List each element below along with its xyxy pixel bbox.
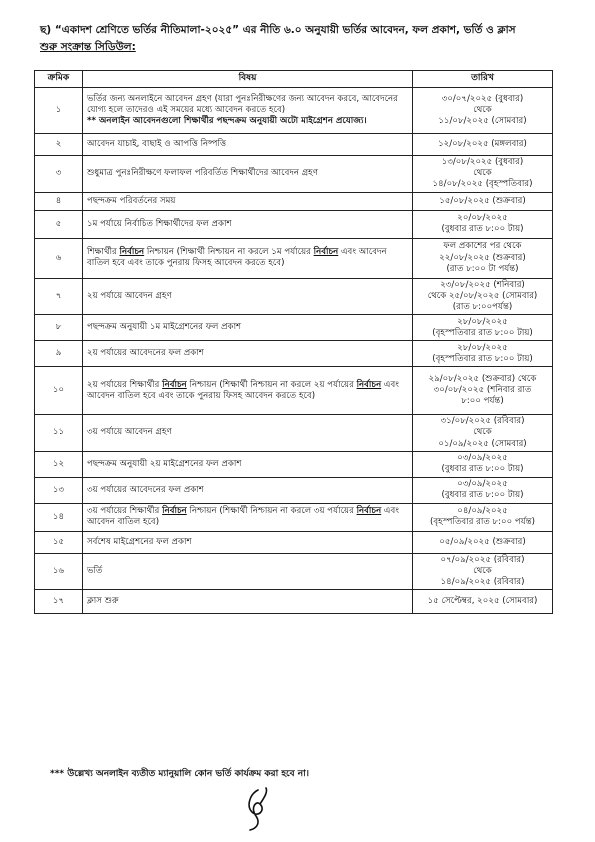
row-subject — [83, 156, 413, 193]
table-row — [35, 341, 553, 367]
date-line: (রাত ৮:০০পর্যন্ত) — [452, 302, 513, 313]
row-serial: ১১ — [35, 415, 83, 452]
row-subject — [83, 503, 413, 531]
row-serial: ৯ — [35, 341, 83, 367]
date-line: (বুধবার রাত ৮:০০ টায়) — [441, 464, 524, 475]
row-subject — [83, 134, 413, 156]
date-line: ০৩/০৯/২০২৫ — [457, 479, 508, 490]
date-line: (রাত ৮:০০ টা পর্যন্ত) — [446, 263, 519, 274]
subject-text: আবেদন যাচাই, বাছাই ও আপত্তি নিষ্পত্তি — [87, 138, 227, 149]
date-line: থেকে — [473, 566, 492, 577]
subject-text: নিশ্চায়ন (শিক্ষার্থী নিশ্চায়ন না করলে ১ম পর্যায়ের — [144, 246, 314, 257]
row-date — [413, 238, 553, 278]
date-line: (বৃহস্পতিবার রাত ৮:০০ টায়) — [432, 327, 533, 338]
date-line: (বৃহস্পতিবার রাত ৮:০০ পর্যন্ত) — [430, 517, 535, 528]
subject-text: ২য় পর্যায়ে আবেদন গ্রহণ — [87, 290, 172, 301]
table-header-row — [35, 71, 553, 88]
date-line: ০৫/০৯/২০২৫ (শুক্রবার) — [439, 536, 526, 547]
row-serial: ১৩ — [35, 477, 83, 503]
row-serial: ১৪ — [35, 503, 83, 531]
table-row — [35, 156, 553, 193]
row-serial: ১৭ — [35, 590, 83, 614]
subject-text: শিক্ষার্থীর — [87, 246, 120, 257]
subject-text: পছন্দক্রম অনুযায়ী ২য় মাইগ্রেশনের ফল প্রকাশ — [87, 458, 242, 469]
header-serial: ক্রমিক — [35, 71, 83, 88]
row-serial: ৫ — [35, 210, 83, 238]
row-serial: ১০ — [35, 367, 83, 415]
date-line: ১৫ সেপ্টেম্বর, ২০২৫ (সোমবার) — [427, 596, 538, 607]
table-row — [35, 134, 553, 156]
row-subject — [83, 278, 413, 315]
row-serial: ১৬ — [35, 553, 83, 590]
underlined-term: নির্বাচন — [313, 246, 339, 257]
row-subject — [83, 88, 413, 134]
date-line: ২৯/০৮/২০২৫ (শুক্রবার) থেকে — [428, 373, 537, 384]
underlined-term: নির্বাচন — [356, 506, 382, 517]
table-row — [35, 238, 553, 278]
row-date — [413, 278, 553, 315]
row-date — [413, 134, 553, 156]
date-line: ১২/০৮/২০২৫ (মঙ্গলবার) — [438, 138, 527, 149]
date-line: ০৩/০৯/২০২৫ — [457, 453, 508, 464]
table-row — [35, 590, 553, 614]
underlined-term: নির্বাচন — [162, 379, 187, 390]
subject-text: নিশ্চায়ন (শিক্ষার্থী নিশ্চায়ন না করলে ৩য় পর্যায়ের — [186, 506, 357, 517]
row-date — [413, 415, 553, 452]
table-row — [35, 210, 553, 238]
row-date — [413, 210, 553, 238]
row-subject — [83, 477, 413, 503]
row-subject — [83, 590, 413, 614]
table-body — [35, 88, 553, 614]
date-line: ১৪/০৯/২০২৫ (রবিবার) — [440, 577, 525, 588]
date-line: ১৩/০৮/২০২৫ (বুধবার) — [441, 157, 524, 167]
table-row — [35, 451, 553, 477]
date-line: ২৮/০৮/২০২৫ — [457, 342, 508, 353]
table-row — [35, 88, 553, 134]
table-row — [35, 531, 553, 553]
row-serial: ৩ — [35, 156, 83, 193]
subject-text: ১ম পর্যায়ে নির্বাচিত শিক্ষার্থীদের ফল প্রকাশ — [87, 218, 232, 229]
row-serial: ১৫ — [35, 531, 83, 553]
subject-text: ভর্তি — [87, 566, 103, 577]
row-serial: ৬ — [35, 238, 83, 278]
subject-note: ** অনলাইন আবেদনগুলো শিক্ষার্থীর পছন্দক্রম অনুযায়ী অটো মাইগ্রেশন প্রযোজ্য। — [87, 116, 367, 127]
subject-text: এবং আবেদন বাতিল হবে এবং তাকে পুনরায় ফিসহ আবেদন করতে হবে) — [87, 379, 399, 401]
row-date — [413, 315, 553, 341]
subject-text: নিশ্চায়ন (শিক্ষার্থী নিশ্চায়ন না করলে ২য় পর্যায়ের — [186, 379, 357, 390]
row-subject — [83, 553, 413, 590]
date-line: ৩০/০৮/২০২৫ (শনিবার রাত — [433, 385, 532, 396]
table-row — [35, 367, 553, 415]
date-line: থেকে — [473, 104, 492, 115]
row-date — [413, 341, 553, 367]
row-date — [413, 192, 553, 210]
subject-text: ৩য় পর্যায়ে আবেদন গ্রহণ — [87, 427, 172, 438]
date-line: ৮:০০ পর্যন্ত) — [461, 396, 504, 407]
heading-line-2: শুরু সংক্রান্ত সিডিউল: — [40, 41, 136, 53]
row-date — [413, 451, 553, 477]
table-row — [35, 415, 553, 452]
date-line: থেকে ২৫/০৮/২০২৫ (সোমবার) — [427, 290, 538, 301]
date-line: ২৮/০৮/২০২৫ — [457, 316, 508, 327]
subject-text: ৩য় পর্যায়ের শিক্ষার্থীর — [87, 506, 163, 517]
date-line: ০১/০৯/২০২৫ (সোমবার) — [438, 438, 527, 449]
row-serial: ৪ — [35, 192, 83, 210]
row-serial: ৮ — [35, 315, 83, 341]
date-line: থেকে — [473, 168, 492, 179]
date-line: ১১/০৮/২০২৫ (সোমবার) — [438, 116, 527, 127]
row-date — [413, 156, 553, 193]
row-date — [413, 503, 553, 531]
date-line: ০৭/০৯/২০২৫ (রবিবার) — [440, 554, 525, 565]
header-date: তারিখ — [413, 71, 553, 88]
subject-text: ২য় পর্যায়ের শিক্ষার্থীর — [87, 379, 163, 390]
subject-text: পছন্দক্রম পরিবর্তনের সময় — [87, 195, 176, 206]
table-row — [35, 192, 553, 210]
row-serial: ২ — [35, 134, 83, 156]
subject-text: পছন্দক্রম অনুযায়ী ১ম মাইগ্রেশনের ফল প্রকাশ — [87, 322, 242, 333]
date-line: থেকে — [473, 427, 492, 438]
date-line: (বুধবার রাত ৮:০০ টায়) — [441, 224, 524, 235]
subject-text: এবং আবেদন বাতিল হবে এবং তাকে পুনরায় ফিসহ আবেদন করতে হবে) — [87, 246, 387, 269]
underlined-term: নির্বাচন — [356, 379, 382, 390]
subject-text: শুধুমাত্র পুনঃনিরীক্ষণে ফলাফল পরিবর্তিত শিক্ষার্থীদের আবেদন গ্রহণ — [87, 168, 318, 179]
date-line: ৩১/০৮/২০২৫ (রবিবার) — [440, 416, 525, 427]
row-serial: ৭ — [35, 278, 83, 315]
subject-text: এবং আবেদন বাতিল হবে) — [87, 506, 399, 528]
row-subject — [83, 367, 413, 415]
row-date — [413, 477, 553, 503]
date-line: ২০/০৮/২০২৫ — [457, 212, 508, 223]
date-line: (বৃহস্পতিবার রাত ৮:০০ টায়) — [432, 353, 533, 364]
table-row — [35, 477, 553, 503]
date-line: ৩০/০৭/২০২৫ (বুধবার) — [441, 93, 524, 104]
row-subject — [83, 341, 413, 367]
date-line: ১৫/০৮/২০২৫ (শুক্রবার) — [439, 195, 526, 206]
date-line: ফল প্রকাশের পর থেকে — [443, 241, 522, 252]
row-subject — [83, 192, 413, 210]
row-serial: ১ — [35, 88, 83, 134]
subject-text: ২য় পর্যায়ের আবেদনের ফল প্রকাশ — [87, 348, 204, 359]
underlined-term: নির্বাচন — [162, 506, 187, 517]
row-date — [413, 88, 553, 134]
row-date — [413, 553, 553, 590]
footer-note: *** উল্লেখ্য অনলাইন ব্যতীত ম্যানুয়ালি কোন ভর্তি কার্যক্রম করা হবে না। — [50, 769, 310, 779]
row-subject — [83, 238, 413, 278]
row-serial: ১২ — [35, 451, 83, 477]
table-row — [35, 315, 553, 341]
row-subject — [83, 415, 413, 452]
date-line: ২২/০৮/২০২৫ (শুক্রবার) — [439, 252, 526, 263]
underlined-term: নির্বাচন — [119, 246, 145, 257]
subject-text: ভর্তির জন্য অনলাইনে আবেদন গ্রহণ (যারা পুনঃনিরীক্ষণের জন্য আবেদন করবে, আবেদনের যোগ্য হলে তাদেরও এই সময়ের মধ্যে আবেদন করতে হবে) — [87, 93, 398, 115]
subject-text: ৩য় পর্যায়ের আবেদনের ফল প্রকাশ — [87, 484, 204, 495]
date-line: (বুধবার রাত ৮:০০ টায়) — [441, 490, 524, 501]
row-subject — [83, 315, 413, 341]
date-line: ২৩/০৮/২০২৫ (শনিবার) — [440, 279, 525, 290]
date-line: ১৪/০৮/২০২৫ (বৃহস্পতিবার) — [432, 179, 533, 190]
row-date — [413, 590, 553, 614]
row-date — [413, 531, 553, 553]
row-subject — [83, 451, 413, 477]
table-row — [35, 278, 553, 315]
table-row — [35, 503, 553, 531]
subject-text: ক্লাস শুরু — [87, 596, 119, 607]
table-row — [35, 553, 553, 590]
row-date — [413, 367, 553, 415]
row-subject — [83, 210, 413, 238]
signature — [230, 784, 290, 834]
row-subject — [83, 531, 413, 553]
date-line: ০৪/০৯/২০২৫ — [457, 506, 508, 517]
schedule-table — [34, 70, 553, 614]
heading-line-1: ছ) “একাদশ শ্রেণিতে ভর্তির নীতিমালা-২০২৫” এর নীতি ৬.০ অনুযায়ী ভর্তির আবেদন, ফল প্রকাশ, ভর্তি ও ক্লাস — [40, 24, 516, 36]
subject-text: সর্বশেষ মাইগ্রেশনের ফল প্রকাশ — [87, 536, 192, 547]
schedule-heading — [40, 22, 560, 56]
header-subject: বিষয় — [83, 71, 413, 88]
